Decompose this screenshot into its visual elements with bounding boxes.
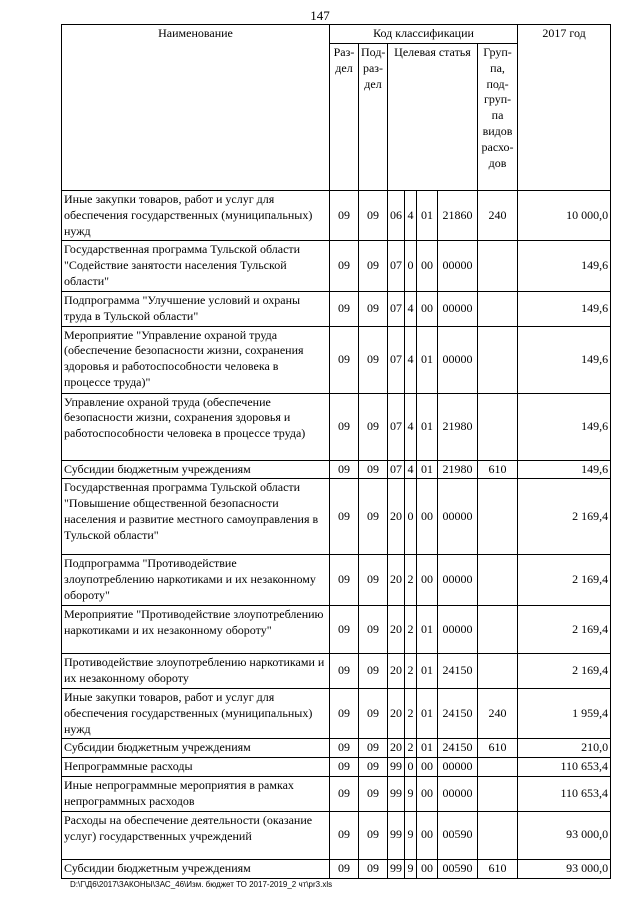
table-body xyxy=(62,191,611,879)
table-row xyxy=(62,191,611,241)
section-cell: 09 xyxy=(330,326,359,393)
table-row xyxy=(62,758,611,777)
expense-group-cell xyxy=(478,555,518,605)
row-name-cell: Субсидии бюджетным учреждениям xyxy=(62,460,330,479)
target-article-subprogram-cell: 9 xyxy=(405,811,417,859)
expense-group-cell xyxy=(478,479,518,555)
expense-group-cell: 240 xyxy=(478,688,518,738)
target-article-subprogram-cell: 9 xyxy=(405,859,417,878)
expense-group-cell: 610 xyxy=(478,739,518,758)
budget-table xyxy=(61,24,611,879)
row-name-cell: Иные закупки товаров, работ и услуг для обеспечения государственных (муниципальных) нужд xyxy=(62,191,330,241)
amount-cell: 110 653,4 xyxy=(518,777,611,812)
subsection-cell: 09 xyxy=(359,811,388,859)
target-article-subprogram-cell: 0 xyxy=(405,241,417,291)
table-row xyxy=(62,739,611,758)
subsection-cell: 09 xyxy=(359,326,388,393)
header-target-article-blank xyxy=(388,173,478,191)
target-article-subprogram-cell: 4 xyxy=(405,460,417,479)
amount-cell: 149,6 xyxy=(518,393,611,460)
target-article-event-cell: 00 xyxy=(417,859,438,878)
expense-group-cell xyxy=(478,326,518,393)
table-row xyxy=(62,555,611,605)
target-article-program-cell: 07 xyxy=(388,460,405,479)
table-row xyxy=(62,605,611,653)
target-article-program-cell: 20 xyxy=(388,739,405,758)
target-article-program-cell: 99 xyxy=(388,758,405,777)
section-cell: 09 xyxy=(330,758,359,777)
target-article-event-cell: 00 xyxy=(417,811,438,859)
table-row xyxy=(62,460,611,479)
section-cell: 09 xyxy=(330,859,359,878)
expense-group-cell xyxy=(478,605,518,653)
section-cell: 09 xyxy=(330,605,359,653)
target-article-direction-cell: 00000 xyxy=(438,758,478,777)
amount-cell: 10 000,0 xyxy=(518,191,611,241)
subsection-cell: 09 xyxy=(359,191,388,241)
target-article-subprogram-cell: 2 xyxy=(405,688,417,738)
expense-group-cell: 240 xyxy=(478,191,518,241)
target-article-event-cell: 01 xyxy=(417,605,438,653)
row-name-cell: Мероприятие "Противодействие злоупотреблению наркотиками и их незаконному обороту" xyxy=(62,605,330,653)
page-number: 147 xyxy=(310,8,330,23)
target-article-program-cell: 07 xyxy=(388,393,405,460)
footer-file-path: D:\Г\Д6\2017\ЗАКОНЫ\ЗАС_46\Изм. бюджет ТО 2017-2019_2 чт\pr3.xls xyxy=(70,880,333,889)
target-article-program-cell: 20 xyxy=(388,555,405,605)
target-article-subprogram-cell: 2 xyxy=(405,653,417,688)
row-name-cell: Мероприятие "Управление охраной труда (обеспечение безопасности жизни, сохранения здоровья и работоспособности человека в процессе труда)" xyxy=(62,326,330,393)
target-article-program-cell: 07 xyxy=(388,241,405,291)
header-classification: Код классификации xyxy=(330,25,518,44)
target-article-subprogram-cell: 2 xyxy=(405,555,417,605)
target-article-event-cell: 00 xyxy=(417,241,438,291)
target-article-program-cell: 07 xyxy=(388,326,405,393)
expense-group-cell xyxy=(478,291,518,326)
section-cell: 09 xyxy=(330,555,359,605)
amount-cell: 149,6 xyxy=(518,460,611,479)
table-row xyxy=(62,291,611,326)
target-article-direction-cell: 00000 xyxy=(438,555,478,605)
target-article-subprogram-cell: 9 xyxy=(405,777,417,812)
target-article-program-cell: 20 xyxy=(388,688,405,738)
row-name-cell: Противодействие злоупотреблению наркотиками и их незаконному обороту xyxy=(62,653,330,688)
row-name-cell: Субсидии бюджетным учреждениям xyxy=(62,739,330,758)
amount-cell: 2 169,4 xyxy=(518,605,611,653)
expense-group-cell xyxy=(478,653,518,688)
target-article-event-cell: 00 xyxy=(417,479,438,555)
row-name-cell: Непрограммные расходы xyxy=(62,758,330,777)
target-article-subprogram-cell: 0 xyxy=(405,479,417,555)
target-article-direction-cell: 21980 xyxy=(438,460,478,479)
target-article-direction-cell: 00590 xyxy=(438,859,478,878)
section-cell: 09 xyxy=(330,777,359,812)
target-article-program-cell: 99 xyxy=(388,859,405,878)
header-year: 2017 год xyxy=(518,25,611,191)
expense-group-cell: 610 xyxy=(478,859,518,878)
row-name-cell: Подпрограмма "Улучшение условий и охраны труда в Тульской области" xyxy=(62,291,330,326)
subsection-cell: 09 xyxy=(359,739,388,758)
target-article-event-cell: 01 xyxy=(417,460,438,479)
section-cell: 09 xyxy=(330,460,359,479)
target-article-event-cell: 01 xyxy=(417,653,438,688)
target-article-program-cell: 06 xyxy=(388,191,405,241)
target-article-direction-cell: 21860 xyxy=(438,191,478,241)
target-article-event-cell: 01 xyxy=(417,393,438,460)
target-article-direction-cell: 00000 xyxy=(438,326,478,393)
target-article-program-cell: 99 xyxy=(388,811,405,859)
target-article-direction-cell: 00590 xyxy=(438,811,478,859)
section-cell: 09 xyxy=(330,393,359,460)
table-row xyxy=(62,859,611,878)
subsection-cell: 09 xyxy=(359,605,388,653)
target-article-subprogram-cell: 4 xyxy=(405,393,417,460)
expense-group-cell xyxy=(478,758,518,777)
table-row xyxy=(62,653,611,688)
amount-cell: 93 000,0 xyxy=(518,811,611,859)
target-article-program-cell: 20 xyxy=(388,605,405,653)
subsection-cell: 09 xyxy=(359,393,388,460)
target-article-direction-cell: 00000 xyxy=(438,777,478,812)
section-cell: 09 xyxy=(330,479,359,555)
section-cell: 09 xyxy=(330,191,359,241)
section-cell: 09 xyxy=(330,688,359,738)
target-article-subprogram-cell: 2 xyxy=(405,605,417,653)
subsection-cell: 09 xyxy=(359,479,388,555)
header-section: Раз- дел xyxy=(330,44,359,191)
row-name-cell: Подпрограмма "Противодействие злоупотреблению наркотиками и их незаконному обороту" xyxy=(62,555,330,605)
subsection-cell: 09 xyxy=(359,460,388,479)
section-cell: 09 xyxy=(330,653,359,688)
subsection-cell: 09 xyxy=(359,241,388,291)
expense-group-cell xyxy=(478,241,518,291)
table-row xyxy=(62,777,611,812)
target-article-event-cell: 01 xyxy=(417,688,438,738)
expense-group-cell xyxy=(478,777,518,812)
target-article-direction-cell: 00000 xyxy=(438,479,478,555)
target-article-direction-cell: 00000 xyxy=(438,605,478,653)
target-article-subprogram-cell: 4 xyxy=(405,326,417,393)
target-article-program-cell: 99 xyxy=(388,777,405,812)
expense-group-cell xyxy=(478,811,518,859)
subsection-cell: 09 xyxy=(359,859,388,878)
target-article-program-cell: 20 xyxy=(388,479,405,555)
subsection-cell: 09 xyxy=(359,291,388,326)
target-article-direction-cell: 24150 xyxy=(438,653,478,688)
target-article-direction-cell: 24150 xyxy=(438,688,478,738)
header-group: Груп- па, под- груп- па видов расхо- дов xyxy=(478,44,518,191)
section-cell: 09 xyxy=(330,241,359,291)
table-row xyxy=(62,326,611,393)
row-name-cell: Субсидии бюджетным учреждениям xyxy=(62,859,330,878)
subsection-cell: 09 xyxy=(359,653,388,688)
target-article-subprogram-cell: 0 xyxy=(405,758,417,777)
table-row xyxy=(62,688,611,738)
target-article-event-cell: 00 xyxy=(417,777,438,812)
row-name-cell: Государственная программа Тульской области "Повышение общественной безопасности населения и развитие местного самоуправления в Тульской области" xyxy=(62,479,330,555)
amount-cell: 149,6 xyxy=(518,326,611,393)
amount-cell: 1 959,4 xyxy=(518,688,611,738)
amount-cell: 2 169,4 xyxy=(518,479,611,555)
header-row-1 xyxy=(62,25,611,44)
target-article-subprogram-cell: 2 xyxy=(405,739,417,758)
amount-cell: 149,6 xyxy=(518,291,611,326)
target-article-event-cell: 00 xyxy=(417,555,438,605)
table-row xyxy=(62,811,611,859)
target-article-event-cell: 01 xyxy=(417,191,438,241)
table-row xyxy=(62,479,611,555)
subsection-cell: 09 xyxy=(359,688,388,738)
target-article-subprogram-cell: 4 xyxy=(405,291,417,326)
row-name-cell: Управление охраной труда (обеспечение безопасности жизни, сохранения здоровья и работоспособности человека в процессе труда) xyxy=(62,393,330,460)
subsection-cell: 09 xyxy=(359,555,388,605)
table-row xyxy=(62,393,611,460)
target-article-direction-cell: 00000 xyxy=(438,241,478,291)
header-target-article: Целевая статья xyxy=(388,44,478,173)
amount-cell: 149,6 xyxy=(518,241,611,291)
row-name-cell: Государственная программа Тульской области "Содействие занятости населения Тульской области" xyxy=(62,241,330,291)
target-article-direction-cell: 21980 xyxy=(438,393,478,460)
target-article-event-cell: 01 xyxy=(417,739,438,758)
amount-cell: 93 000,0 xyxy=(518,859,611,878)
amount-cell: 2 169,4 xyxy=(518,555,611,605)
section-cell: 09 xyxy=(330,739,359,758)
target-article-subprogram-cell: 4 xyxy=(405,191,417,241)
subsection-cell: 09 xyxy=(359,777,388,812)
amount-cell: 210,0 xyxy=(518,739,611,758)
subsection-cell: 09 xyxy=(359,758,388,777)
row-name-cell: Иные закупки товаров, работ и услуг для обеспечения государственных (муниципальных) нужд xyxy=(62,688,330,738)
target-article-direction-cell: 00000 xyxy=(438,291,478,326)
header-name: Наименование xyxy=(62,25,330,191)
target-article-direction-cell: 24150 xyxy=(438,739,478,758)
header-subsection: Под- раз- дел xyxy=(359,44,388,191)
target-article-event-cell: 00 xyxy=(417,291,438,326)
target-article-event-cell: 00 xyxy=(417,758,438,777)
row-name-cell: Иные непрограммные мероприятия в рамках непрограммных расходов xyxy=(62,777,330,812)
section-cell: 09 xyxy=(330,291,359,326)
expense-group-cell xyxy=(478,393,518,460)
amount-cell: 2 169,4 xyxy=(518,653,611,688)
target-article-program-cell: 07 xyxy=(388,291,405,326)
amount-cell: 110 653,4 xyxy=(518,758,611,777)
expense-group-cell: 610 xyxy=(478,460,518,479)
target-article-program-cell: 20 xyxy=(388,653,405,688)
table-row xyxy=(62,241,611,291)
section-cell: 09 xyxy=(330,811,359,859)
target-article-event-cell: 01 xyxy=(417,326,438,393)
row-name-cell: Расходы на обеспечение деятельности (оказание услуг) государственных учреждений xyxy=(62,811,330,859)
